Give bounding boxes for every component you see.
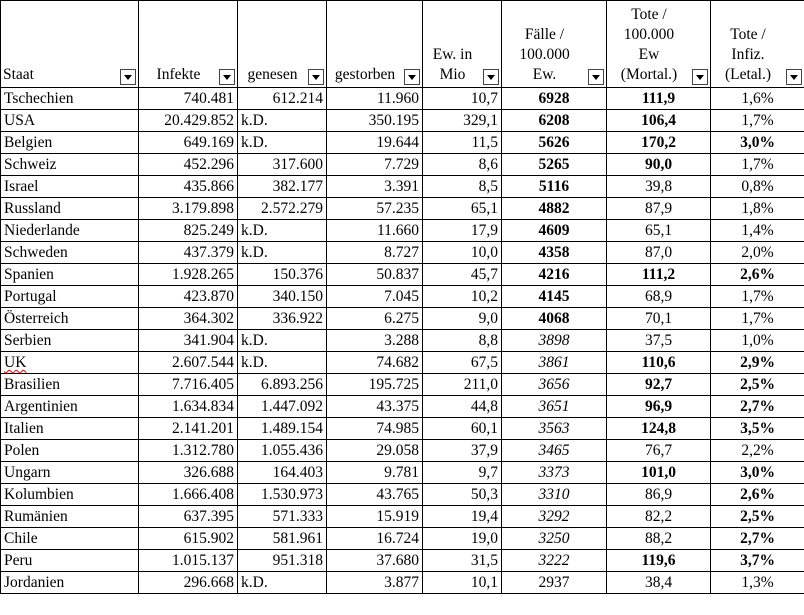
table-row (1, 506, 804, 528)
table-row (1, 286, 804, 308)
cell-gestorben[interactable]: 19.644 (327, 132, 423, 154)
cell-faelle[interactable]: 3373 (502, 462, 607, 484)
table-row (1, 572, 804, 594)
cell-letal[interactable]: 2,7% (711, 528, 804, 550)
cell-tote[interactable]: 86,9 (607, 484, 711, 506)
cell-tote[interactable]: 70,1 (607, 308, 711, 330)
table-row (1, 484, 804, 506)
cell-staat[interactable]: Kolumbien (1, 484, 139, 506)
cell-ew[interactable]: 329,1 (423, 110, 502, 132)
cell-ew[interactable]: 8,5 (423, 176, 502, 198)
cell-genesen[interactable]: 150.376 (238, 264, 327, 286)
cell-infekte[interactable]: 326.688 (139, 462, 238, 484)
cell-staat[interactable]: Italien (1, 418, 139, 440)
column-header-label: Staat (3, 66, 34, 83)
cell-genesen[interactable]: k.D. (238, 330, 327, 352)
cell-ew[interactable]: 17,9 (423, 220, 502, 242)
filter-dropdown-icon[interactable] (786, 69, 802, 85)
cell-gestorben[interactable]: 43.375 (327, 396, 423, 418)
table-row (1, 440, 804, 462)
cell-infekte[interactable]: 341.904 (139, 330, 238, 352)
cell-gestorben[interactable]: 11.660 (327, 220, 423, 242)
cell-letal[interactable]: 2,7% (711, 396, 804, 418)
cell-gestorben[interactable]: 11.960 (327, 88, 423, 110)
cell-tote[interactable]: 92,7 (607, 374, 711, 396)
table-row (1, 264, 804, 286)
filter-dropdown-icon[interactable] (120, 69, 136, 85)
header-row (1, 1, 804, 88)
cell-ew[interactable]: 60,1 (423, 418, 502, 440)
cell-genesen[interactable]: 1.447.092 (238, 396, 327, 418)
cell-infekte[interactable]: 437.379 (139, 242, 238, 264)
cell-gestorben[interactable]: 16.724 (327, 528, 423, 550)
cell-faelle[interactable]: 3465 (502, 440, 607, 462)
cell-tote[interactable]: 65,1 (607, 220, 711, 242)
cell-infekte[interactable]: 2.607.544 (139, 352, 238, 374)
cell-genesen[interactable]: 581.961 (238, 528, 327, 550)
cell-infekte[interactable]: 364.302 (139, 308, 238, 330)
cell-gestorben[interactable]: 6.275 (327, 308, 423, 330)
cell-tote[interactable]: 82,2 (607, 506, 711, 528)
cell-ew[interactable]: 50,3 (423, 484, 502, 506)
cell-letal[interactable]: 1,3% (711, 572, 804, 594)
column-header-label: genesen (247, 66, 298, 83)
cell-gestorben[interactable]: 15.919 (327, 506, 423, 528)
table-row (1, 550, 804, 572)
cell-infekte[interactable]: 1.928.265 (139, 264, 238, 286)
cell-letal[interactable]: 3,0% (711, 462, 804, 484)
cell-letal[interactable]: 2,6% (711, 264, 804, 286)
cell-gestorben[interactable]: 195.725 (327, 374, 423, 396)
cell-tote[interactable]: 110,6 (607, 352, 711, 374)
cell-faelle[interactable]: 3222 (502, 550, 607, 572)
cell-faelle[interactable]: 3250 (502, 528, 607, 550)
table-row (1, 176, 804, 198)
cell-genesen[interactable]: 612.214 (238, 88, 327, 110)
cell-letal[interactable]: 1,7% (711, 286, 804, 308)
cell-faelle[interactable]: 5265 (502, 154, 607, 176)
table-row (1, 198, 804, 220)
filter-dropdown-icon[interactable] (404, 69, 420, 85)
cell-gestorben[interactable]: 29.058 (327, 440, 423, 462)
cell-letal[interactable]: 2,5% (711, 506, 804, 528)
cell-genesen[interactable]: k.D. (238, 220, 327, 242)
table-row (1, 374, 804, 396)
table-row (1, 154, 804, 176)
cell-gestorben[interactable]: 8.727 (327, 242, 423, 264)
cell-infekte[interactable]: 615.902 (139, 528, 238, 550)
cell-staat[interactable]: Rumänien (1, 506, 139, 528)
cell-infekte[interactable]: 649.169 (139, 132, 238, 154)
cell-tote[interactable]: 124,8 (607, 418, 711, 440)
column-header-label: Fälle / 100.000 Ew. (519, 26, 570, 83)
cell-staat[interactable]: Jordanien (1, 572, 139, 594)
cell-tote[interactable]: 106,4 (607, 110, 711, 132)
cell-gestorben[interactable]: 37.680 (327, 550, 423, 572)
cell-gestorben[interactable]: 43.765 (327, 484, 423, 506)
cell-gestorben[interactable]: 3.391 (327, 176, 423, 198)
cell-faelle[interactable]: 6928 (502, 88, 607, 110)
filter-dropdown-icon[interactable] (219, 69, 235, 85)
cell-faelle[interactable]: 4358 (502, 242, 607, 264)
cell-staat[interactable]: Spanien (1, 264, 139, 286)
cell-ew[interactable]: 211,0 (423, 374, 502, 396)
cell-tote[interactable]: 101,0 (607, 462, 711, 484)
cell-letal[interactable]: 1,0% (711, 330, 804, 352)
cell-letal[interactable]: 2,2% (711, 440, 804, 462)
cell-faelle[interactable]: 4609 (502, 220, 607, 242)
cell-infekte[interactable]: 435.866 (139, 176, 238, 198)
cell-staat[interactable]: Schweden (1, 242, 139, 264)
column-header-letal (711, 1, 804, 88)
cell-infekte[interactable]: 637.395 (139, 506, 238, 528)
cell-genesen[interactable]: 1.530.973 (238, 484, 327, 506)
column-header-staat (1, 1, 139, 88)
cell-tote[interactable]: 87,0 (607, 242, 711, 264)
cell-infekte[interactable]: 1.312.780 (139, 440, 238, 462)
cell-tote[interactable]: 96,9 (607, 396, 711, 418)
cell-staat[interactable]: Portugal (1, 286, 139, 308)
cell-staat[interactable]: Polen (1, 440, 139, 462)
cell-gestorben[interactable]: 50.837 (327, 264, 423, 286)
cell-ew[interactable]: 10,0 (423, 242, 502, 264)
cell-ew[interactable]: 8,6 (423, 154, 502, 176)
cell-faelle[interactable]: 5116 (502, 176, 607, 198)
cell-genesen[interactable]: 2.572.279 (238, 198, 327, 220)
cell-staat[interactable]: UK (1, 352, 139, 374)
cell-tote[interactable]: 170,2 (607, 132, 711, 154)
cell-ew[interactable]: 10,1 (423, 572, 502, 594)
cell-faelle[interactable]: 5626 (502, 132, 607, 154)
cell-genesen[interactable]: 340.150 (238, 286, 327, 308)
column-header-faelle (502, 1, 607, 88)
cell-ew[interactable]: 10,2 (423, 286, 502, 308)
column-header-genesen (238, 1, 327, 88)
cell-faelle[interactable]: 6208 (502, 110, 607, 132)
cell-genesen[interactable]: k.D. (238, 110, 327, 132)
cell-gestorben[interactable]: 57.235 (327, 198, 423, 220)
cell-tote[interactable]: 111,2 (607, 264, 711, 286)
cell-gestorben[interactable]: 74.985 (327, 418, 423, 440)
cell-genesen[interactable]: k.D. (238, 132, 327, 154)
cell-letal[interactable]: 1,7% (711, 110, 804, 132)
cell-genesen[interactable]: 164.403 (238, 462, 327, 484)
cell-ew[interactable]: 31,5 (423, 550, 502, 572)
cell-ew[interactable]: 44,8 (423, 396, 502, 418)
filter-dropdown-icon[interactable] (308, 69, 324, 85)
cell-gestorben[interactable]: 350.195 (327, 110, 423, 132)
cell-genesen[interactable]: 317.600 (238, 154, 327, 176)
column-header-tote (607, 1, 711, 88)
cell-faelle[interactable]: 3861 (502, 352, 607, 374)
cell-genesen[interactable]: 1.055.436 (238, 440, 327, 462)
cell-staat[interactable]: Serbien (1, 330, 139, 352)
cell-ew[interactable]: 45,7 (423, 264, 502, 286)
column-header-label: Tote / 100.000 Ew (Mortal.) (620, 6, 678, 83)
cell-infekte[interactable]: 20.429.852 (139, 110, 238, 132)
table-row (1, 242, 804, 264)
cell-faelle[interactable]: 2937 (502, 572, 607, 594)
cell-faelle[interactable]: 4145 (502, 286, 607, 308)
column-header-label: Infekte (156, 66, 201, 83)
cell-infekte[interactable]: 2.141.201 (139, 418, 238, 440)
cell-staat[interactable]: Peru (1, 550, 139, 572)
cell-genesen[interactable]: k.D. (238, 352, 327, 374)
cell-staat[interactable]: Österreich (1, 308, 139, 330)
cell-ew[interactable]: 19,0 (423, 528, 502, 550)
cell-gestorben[interactable]: 9.781 (327, 462, 423, 484)
cell-infekte[interactable]: 3.179.898 (139, 198, 238, 220)
cell-letal[interactable]: 1,7% (711, 154, 804, 176)
cell-tote[interactable]: 90,0 (607, 154, 711, 176)
cell-tote[interactable]: 37,5 (607, 330, 711, 352)
cell-letal[interactable]: 1,4% (711, 220, 804, 242)
table-row (1, 352, 804, 374)
table-row (1, 528, 804, 550)
table-row (1, 308, 804, 330)
cell-tote[interactable]: 68,9 (607, 286, 711, 308)
filter-dropdown-icon[interactable] (483, 69, 499, 85)
cell-genesen[interactable]: 6.893.256 (238, 374, 327, 396)
cell-tote[interactable]: 88,2 (607, 528, 711, 550)
column-header-label: gestorben (334, 66, 396, 83)
cell-gestorben[interactable]: 74.682 (327, 352, 423, 374)
cell-ew[interactable]: 9,0 (423, 308, 502, 330)
table-row (1, 462, 804, 484)
cell-tote[interactable]: 119,6 (607, 550, 711, 572)
column-header-gestorben (327, 1, 423, 88)
cell-letal[interactable]: 3,5% (711, 418, 804, 440)
cell-letal[interactable]: 1,7% (711, 308, 804, 330)
cell-staat[interactable]: USA (1, 110, 139, 132)
cell-staat[interactable]: Niederlande (1, 220, 139, 242)
cell-letal[interactable]: 1,8% (711, 198, 804, 220)
cell-genesen[interactable]: 336.922 (238, 308, 327, 330)
cell-infekte[interactable]: 452.296 (139, 154, 238, 176)
cell-letal[interactable]: 2,9% (711, 352, 804, 374)
cell-tote[interactable]: 111,9 (607, 88, 711, 110)
column-header-label: Tote / Infiz. (Letal.) (724, 26, 772, 83)
cell-letal[interactable]: 1,6% (711, 88, 804, 110)
filter-dropdown-icon[interactable] (692, 69, 708, 85)
cell-staat[interactable]: Chile (1, 528, 139, 550)
cell-ew[interactable]: 10,7 (423, 88, 502, 110)
column-header-label: Ew. in Mio (432, 46, 473, 83)
cell-letal[interactable]: 2,5% (711, 374, 804, 396)
cell-faelle[interactable]: 3898 (502, 330, 607, 352)
table-row (1, 330, 804, 352)
table-row (1, 88, 804, 110)
cell-staat[interactable]: Brasilien (1, 374, 139, 396)
cell-staat[interactable]: Ungarn (1, 462, 139, 484)
cell-ew[interactable]: 65,1 (423, 198, 502, 220)
cell-tote[interactable]: 39,8 (607, 176, 711, 198)
cell-ew[interactable]: 19,4 (423, 506, 502, 528)
cell-faelle[interactable]: 3310 (502, 484, 607, 506)
table-row (1, 132, 804, 154)
cell-faelle[interactable]: 4068 (502, 308, 607, 330)
cell-faelle[interactable]: 3651 (502, 396, 607, 418)
cell-ew[interactable]: 8,8 (423, 330, 502, 352)
table-row (1, 418, 804, 440)
cell-genesen[interactable]: 1.489.154 (238, 418, 327, 440)
cell-staat[interactable]: Israel (1, 176, 139, 198)
cell-letal[interactable]: 0,8% (711, 176, 804, 198)
cell-tote[interactable]: 38,4 (607, 572, 711, 594)
cell-letal[interactable]: 2,0% (711, 242, 804, 264)
cell-letal[interactable]: 2,6% (711, 484, 804, 506)
cell-genesen[interactable]: 382.177 (238, 176, 327, 198)
cell-staat[interactable]: Russland (1, 198, 139, 220)
cell-genesen[interactable]: k.D. (238, 572, 327, 594)
cell-tote[interactable]: 76,7 (607, 440, 711, 462)
cell-staat[interactable]: Belgien (1, 132, 139, 154)
table-body (1, 88, 804, 594)
cell-infekte[interactable]: 1.015.137 (139, 550, 238, 572)
cell-infekte[interactable]: 740.481 (139, 88, 238, 110)
cell-staat[interactable]: Schweiz (1, 154, 139, 176)
cell-infekte[interactable]: 1.634.834 (139, 396, 238, 418)
table-row (1, 110, 804, 132)
table-row (1, 396, 804, 418)
column-header-infekte (139, 1, 238, 88)
cell-infekte[interactable]: 296.668 (139, 572, 238, 594)
filter-dropdown-icon[interactable] (588, 69, 604, 85)
cell-faelle[interactable]: 4882 (502, 198, 607, 220)
cell-staat[interactable]: Argentinien (1, 396, 139, 418)
cell-faelle[interactable]: 3563 (502, 418, 607, 440)
column-header-ew (423, 1, 502, 88)
table-row (1, 220, 804, 242)
cell-infekte[interactable]: 7.716.405 (139, 374, 238, 396)
cell-faelle[interactable]: 4216 (502, 264, 607, 286)
cell-genesen[interactable]: 951.318 (238, 550, 327, 572)
cell-ew[interactable]: 37,9 (423, 440, 502, 462)
cell-ew[interactable]: 67,5 (423, 352, 502, 374)
cell-gestorben[interactable]: 3.288 (327, 330, 423, 352)
cell-infekte[interactable]: 825.249 (139, 220, 238, 242)
cell-ew[interactable]: 9,7 (423, 462, 502, 484)
cell-genesen[interactable]: 571.333 (238, 506, 327, 528)
cell-faelle[interactable]: 3656 (502, 374, 607, 396)
cell-faelle[interactable]: 3292 (502, 506, 607, 528)
cell-staat[interactable]: Tschechien (1, 88, 139, 110)
cell-letal[interactable]: 3,7% (711, 550, 804, 572)
cell-letal[interactable]: 3,0% (711, 132, 804, 154)
cell-tote[interactable]: 87,9 (607, 198, 711, 220)
cell-gestorben[interactable]: 7.729 (327, 154, 423, 176)
cell-genesen[interactable]: k.D. (238, 242, 327, 264)
cell-gestorben[interactable]: 7.045 (327, 286, 423, 308)
cell-infekte[interactable]: 1.666.408 (139, 484, 238, 506)
cell-gestorben[interactable]: 3.877 (327, 572, 423, 594)
cell-ew[interactable]: 11,5 (423, 132, 502, 154)
cell-infekte[interactable]: 423.870 (139, 286, 238, 308)
